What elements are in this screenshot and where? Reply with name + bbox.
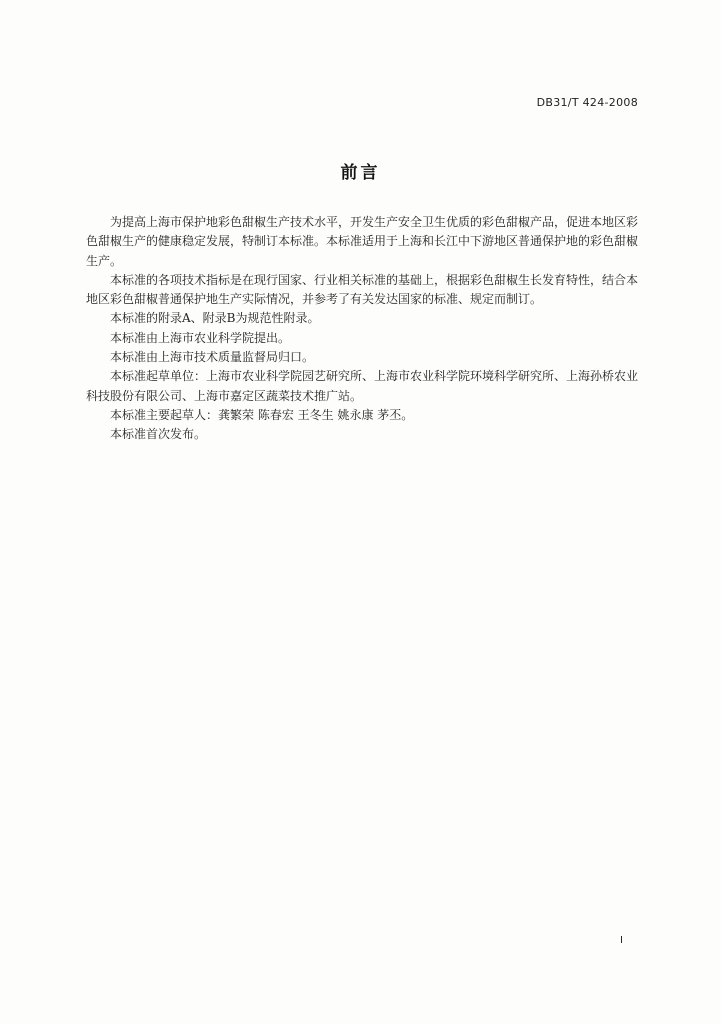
paragraph-first-release: 本标准首次发布。 <box>110 427 207 442</box>
page-title: 前言 <box>340 163 381 183</box>
paragraph-drafting-units: 本标准起草单位：上海市农业科学院园艺研究所、上海市农业科学院环境科学研究所、上海孙桥农业科技股份有限公司、上海市嘉定区蔬菜技术推广站。 <box>86 369 639 403</box>
standard-code: DB31/T 424-2008 <box>536 96 638 109</box>
page-number: I <box>620 935 623 946</box>
paragraph-drafters: 本标准主要起草人：龚繁荣 陈春宏 王冬生 姚永康 茅丕。 <box>110 407 414 422</box>
paragraph-purpose: 为提高上海市保护地彩色甜椒生产技术水平，开发生产安全卫生优质的彩色甜椒产品，促进本地区彩色甜椒生产的健康稳定发展，特制订本标准。本标准适用于上海和长江中下游地区普通保护地的彩色甜椒生产。 <box>86 215 639 268</box>
paragraph-administrator: 本标准由上海市技术质量监督局归口。 <box>110 350 315 365</box>
paragraph-proposer: 本标准由上海市农业科学院提出。 <box>110 330 291 345</box>
paragraph-appendix: 本标准的附录A、附录B为规范性附录。 <box>110 311 320 326</box>
paragraph-basis: 本标准的各项技术指标是在现行国家、行业相关标准的基础上，根据彩色甜椒生长发育特性，结合本地区彩色甜椒普通保护地生产实际情况，并参考了有关发达国家的标准、规定而制订。 <box>86 272 639 307</box>
foreword-body <box>86 213 638 445</box>
